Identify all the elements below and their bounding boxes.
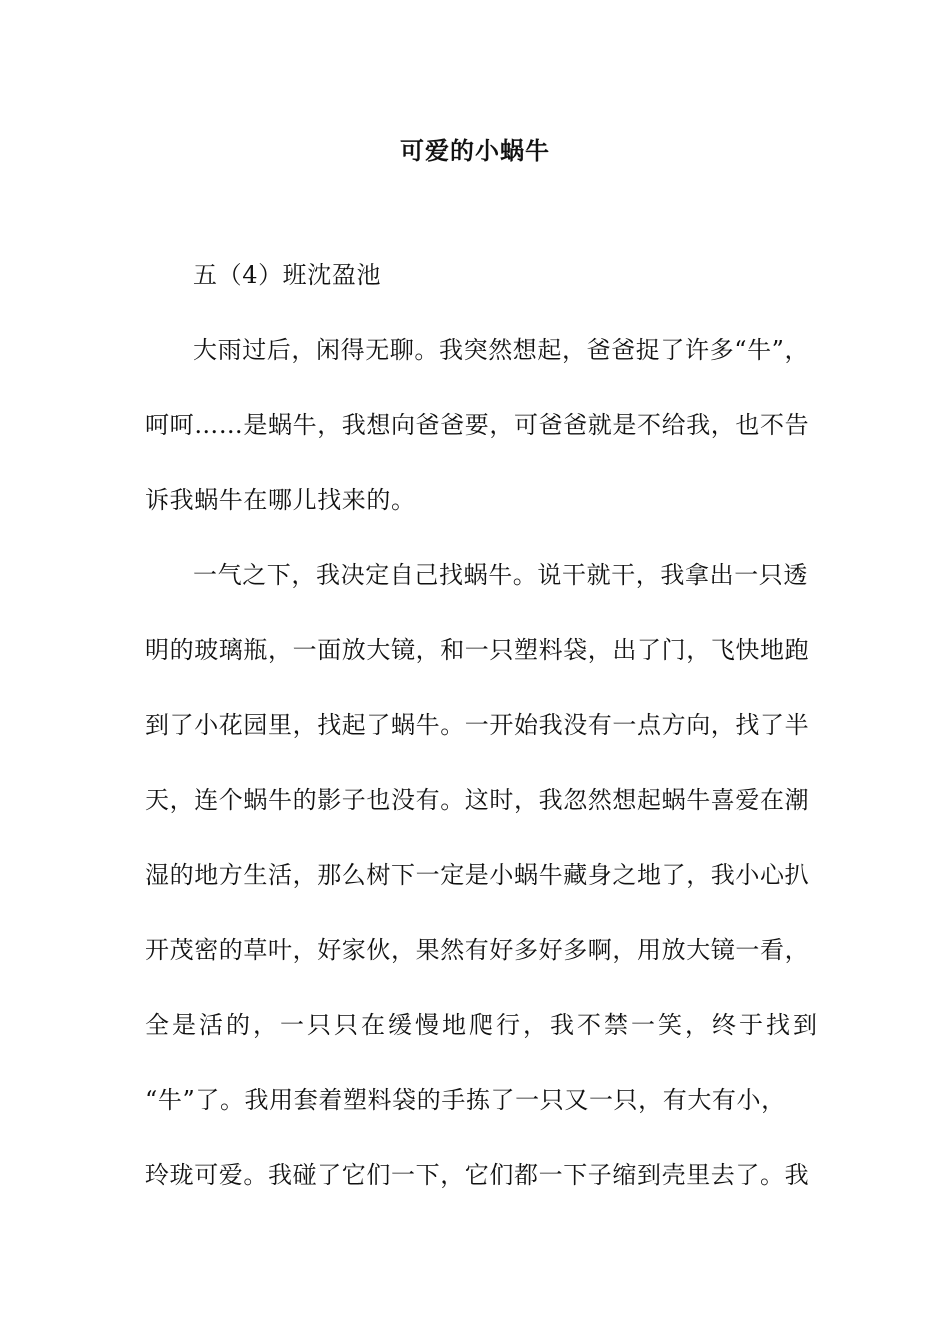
text-line: 全是活的，一只只在缓慢地爬行，我不禁一笑，终于找到 (145, 1011, 820, 1039)
text-line: 天，连个蜗牛的影子也没有。这时，我忽然想起蜗牛喜爱在潮 (145, 786, 810, 814)
text-line: 湿的地方生活，那么树下一定是小蜗牛藏身之地了，我小心扒 (145, 861, 810, 889)
text-line: 大雨过后，闲得无聊。我突然想起，爸爸捉了许多“牛”， (193, 336, 810, 364)
page-title: 可爱的小蜗牛 (400, 137, 550, 165)
text-line: 诉我蜗牛在哪儿找来的。 (145, 486, 416, 514)
text-line: 玲珑可爱。我碰了它们一下，它们都一下子缩到壳里去了。我 (145, 1161, 810, 1189)
text-line: 一气之下，我决定自己找蜗牛。说干就干，我拿出一只透 (193, 561, 808, 589)
text-line: 到了小花园里，找起了蜗牛。一开始我没有一点方向，找了半 (145, 711, 810, 739)
author-line: 五（4）班沈盈池 (193, 261, 382, 289)
text-line: 呵呵……是蜗牛，我想向爸爸要，可爸爸就是不给我，也不告 (145, 411, 810, 439)
text-line: “牛”了。我用套着塑料袋的手拣了一只又一只，有大有小， (145, 1086, 786, 1114)
text-line: 开茂密的草叶，好家伙，果然有好多好多啊，用放大镜一看， (145, 936, 810, 964)
text-line: 明的玻璃瓶，一面放大镜，和一只塑料袋，出了门，飞快地跑 (145, 636, 810, 664)
